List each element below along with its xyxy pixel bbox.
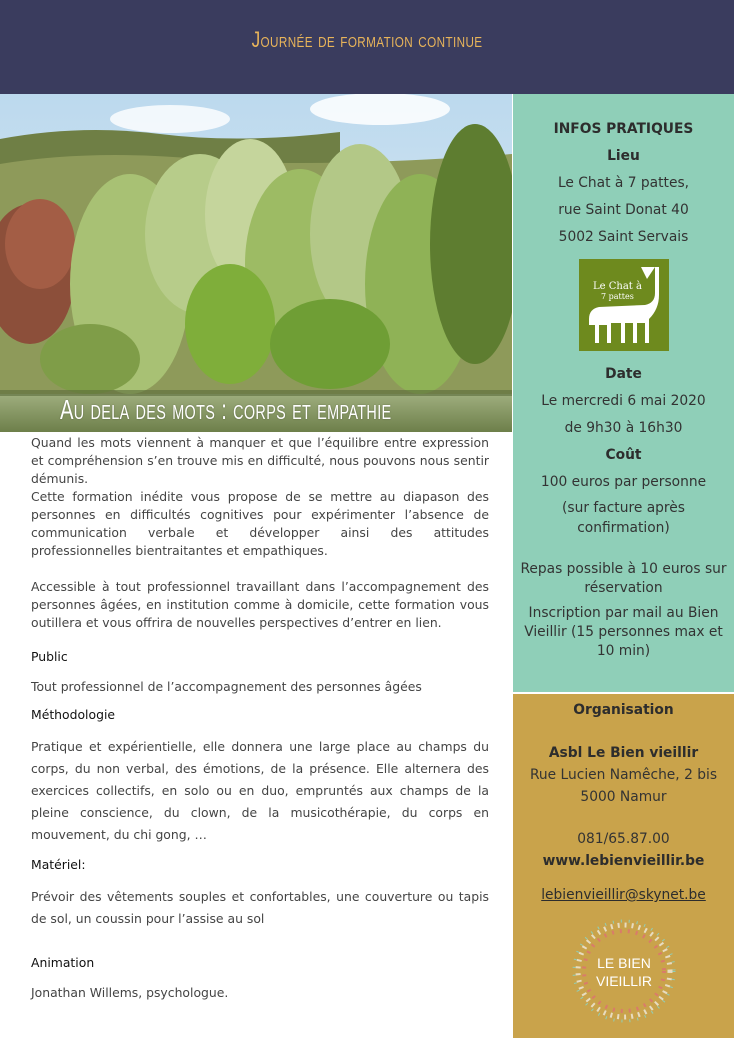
cat-icon: [579, 259, 669, 351]
intro-paragraph-1: Quand les mots viennent à manquer et que l’équilibre entre expression et compréhension s’en trouve mis en difficulté, nous pouvons nous sentir démunis.: [31, 435, 489, 486]
landscape-image: [0, 94, 512, 432]
organisation-heading: Organisation: [573, 702, 674, 718]
lieu-line-1: Le Chat à 7 pattes,: [557, 175, 690, 191]
hero-title: Au dela des mots : corps et empathie: [60, 394, 392, 425]
header-banner: [0, 0, 734, 94]
main-content: [31, 434, 489, 1002]
organisation-phone: 081/65.87.00: [577, 831, 670, 847]
logo-text-line-1: LE BIEN: [596, 955, 651, 971]
organisation-name: Asbl Le Bien vieillir: [548, 745, 699, 761]
organisation-website[interactable]: www.lebienvieillir.be: [542, 853, 705, 869]
logo-text-line-2: VIEILLIR: [595, 973, 652, 989]
header-title: Journée de formation continue: [251, 27, 483, 52]
public-heading: Public: [31, 649, 68, 664]
organisation-email[interactable]: lebienvieillir@skynet.be: [541, 887, 706, 903]
repas-text: Repas possible à 10 euros sur réservation: [520, 561, 727, 596]
lieu-line-3: 5002 Saint Servais: [558, 229, 689, 245]
date-heading: Date: [605, 366, 642, 382]
cout-heading: Coût: [605, 447, 642, 463]
organisation-panel: [513, 694, 734, 1038]
lieu-heading: Lieu: [607, 148, 640, 164]
date-line-2: de 9h30 à 16h30: [564, 420, 683, 436]
methodologie-text: Pratique et expérientielle, elle donnera une large place au champs du corps, du non verbal, des émotions, de la présence. Elle alternera des exercices collectifs, en solo ou en duo, empruntés aux champs de la pleine conscience, du clown, de la musicothérapie, du corps en mouvement, du chi gong, …: [31, 739, 489, 842]
organisation-address-1: Rue Lucien Namêche, 2 bis: [529, 767, 718, 783]
animation-heading: Animation: [31, 955, 95, 970]
materiel-text: Prévoir des vêtements souples et confortables, une couverture ou tapis de sol, un coussin pour l’assise au sol: [31, 889, 489, 926]
bien-vieillir-logo: [569, 916, 679, 1026]
chat-logo-text-1: Le Chat à: [592, 281, 642, 292]
organisation-address-2: 5000 Namur: [580, 789, 667, 805]
inscription-text: Inscription par mail au Bien Vieillir (15 personnes max et 10 min): [524, 605, 723, 659]
date-line-1: Le mercredi 6 mai 2020: [541, 393, 706, 409]
public-text: Tout professionnel de l’accompagnement des personnes âgées: [31, 679, 422, 694]
cout-line-2: (sur facture après confirmation): [562, 500, 685, 536]
methodologie-heading: Méthodologie: [31, 707, 116, 722]
cout-line-1: 100 euros par personne: [540, 474, 707, 490]
infos-pratiques-panel: [513, 94, 734, 692]
animation-text: Jonathan Willems, psychologue.: [31, 985, 229, 1000]
infos-heading: INFOS PRATIQUES: [553, 121, 694, 137]
lieu-line-2: rue Saint Donat 40: [558, 202, 689, 218]
intro-paragraph-3: Accessible à tout professionnel travaillant dans l’accompagnement des personnes âgées, en institution comme à domicile, cette formation vous outillera et vous offrira de nouvelles perspectives d’entrer en lien.: [31, 579, 489, 630]
chat-logo: [579, 259, 669, 351]
dotted-circle-icon: [569, 916, 679, 1026]
materiel-heading: Matériel:: [31, 857, 86, 872]
intro-paragraph-2: Cette formation inédite vous propose de se mettre au diapason des personnes en difficultés cognitives pour expérimenter l’absence de communication verbale et développer ainsi des attitudes professionnelles bientraitantes et empathiques.: [31, 489, 489, 558]
hero-photo: [0, 94, 512, 432]
chat-logo-text-2: 7 pattes: [600, 292, 634, 301]
